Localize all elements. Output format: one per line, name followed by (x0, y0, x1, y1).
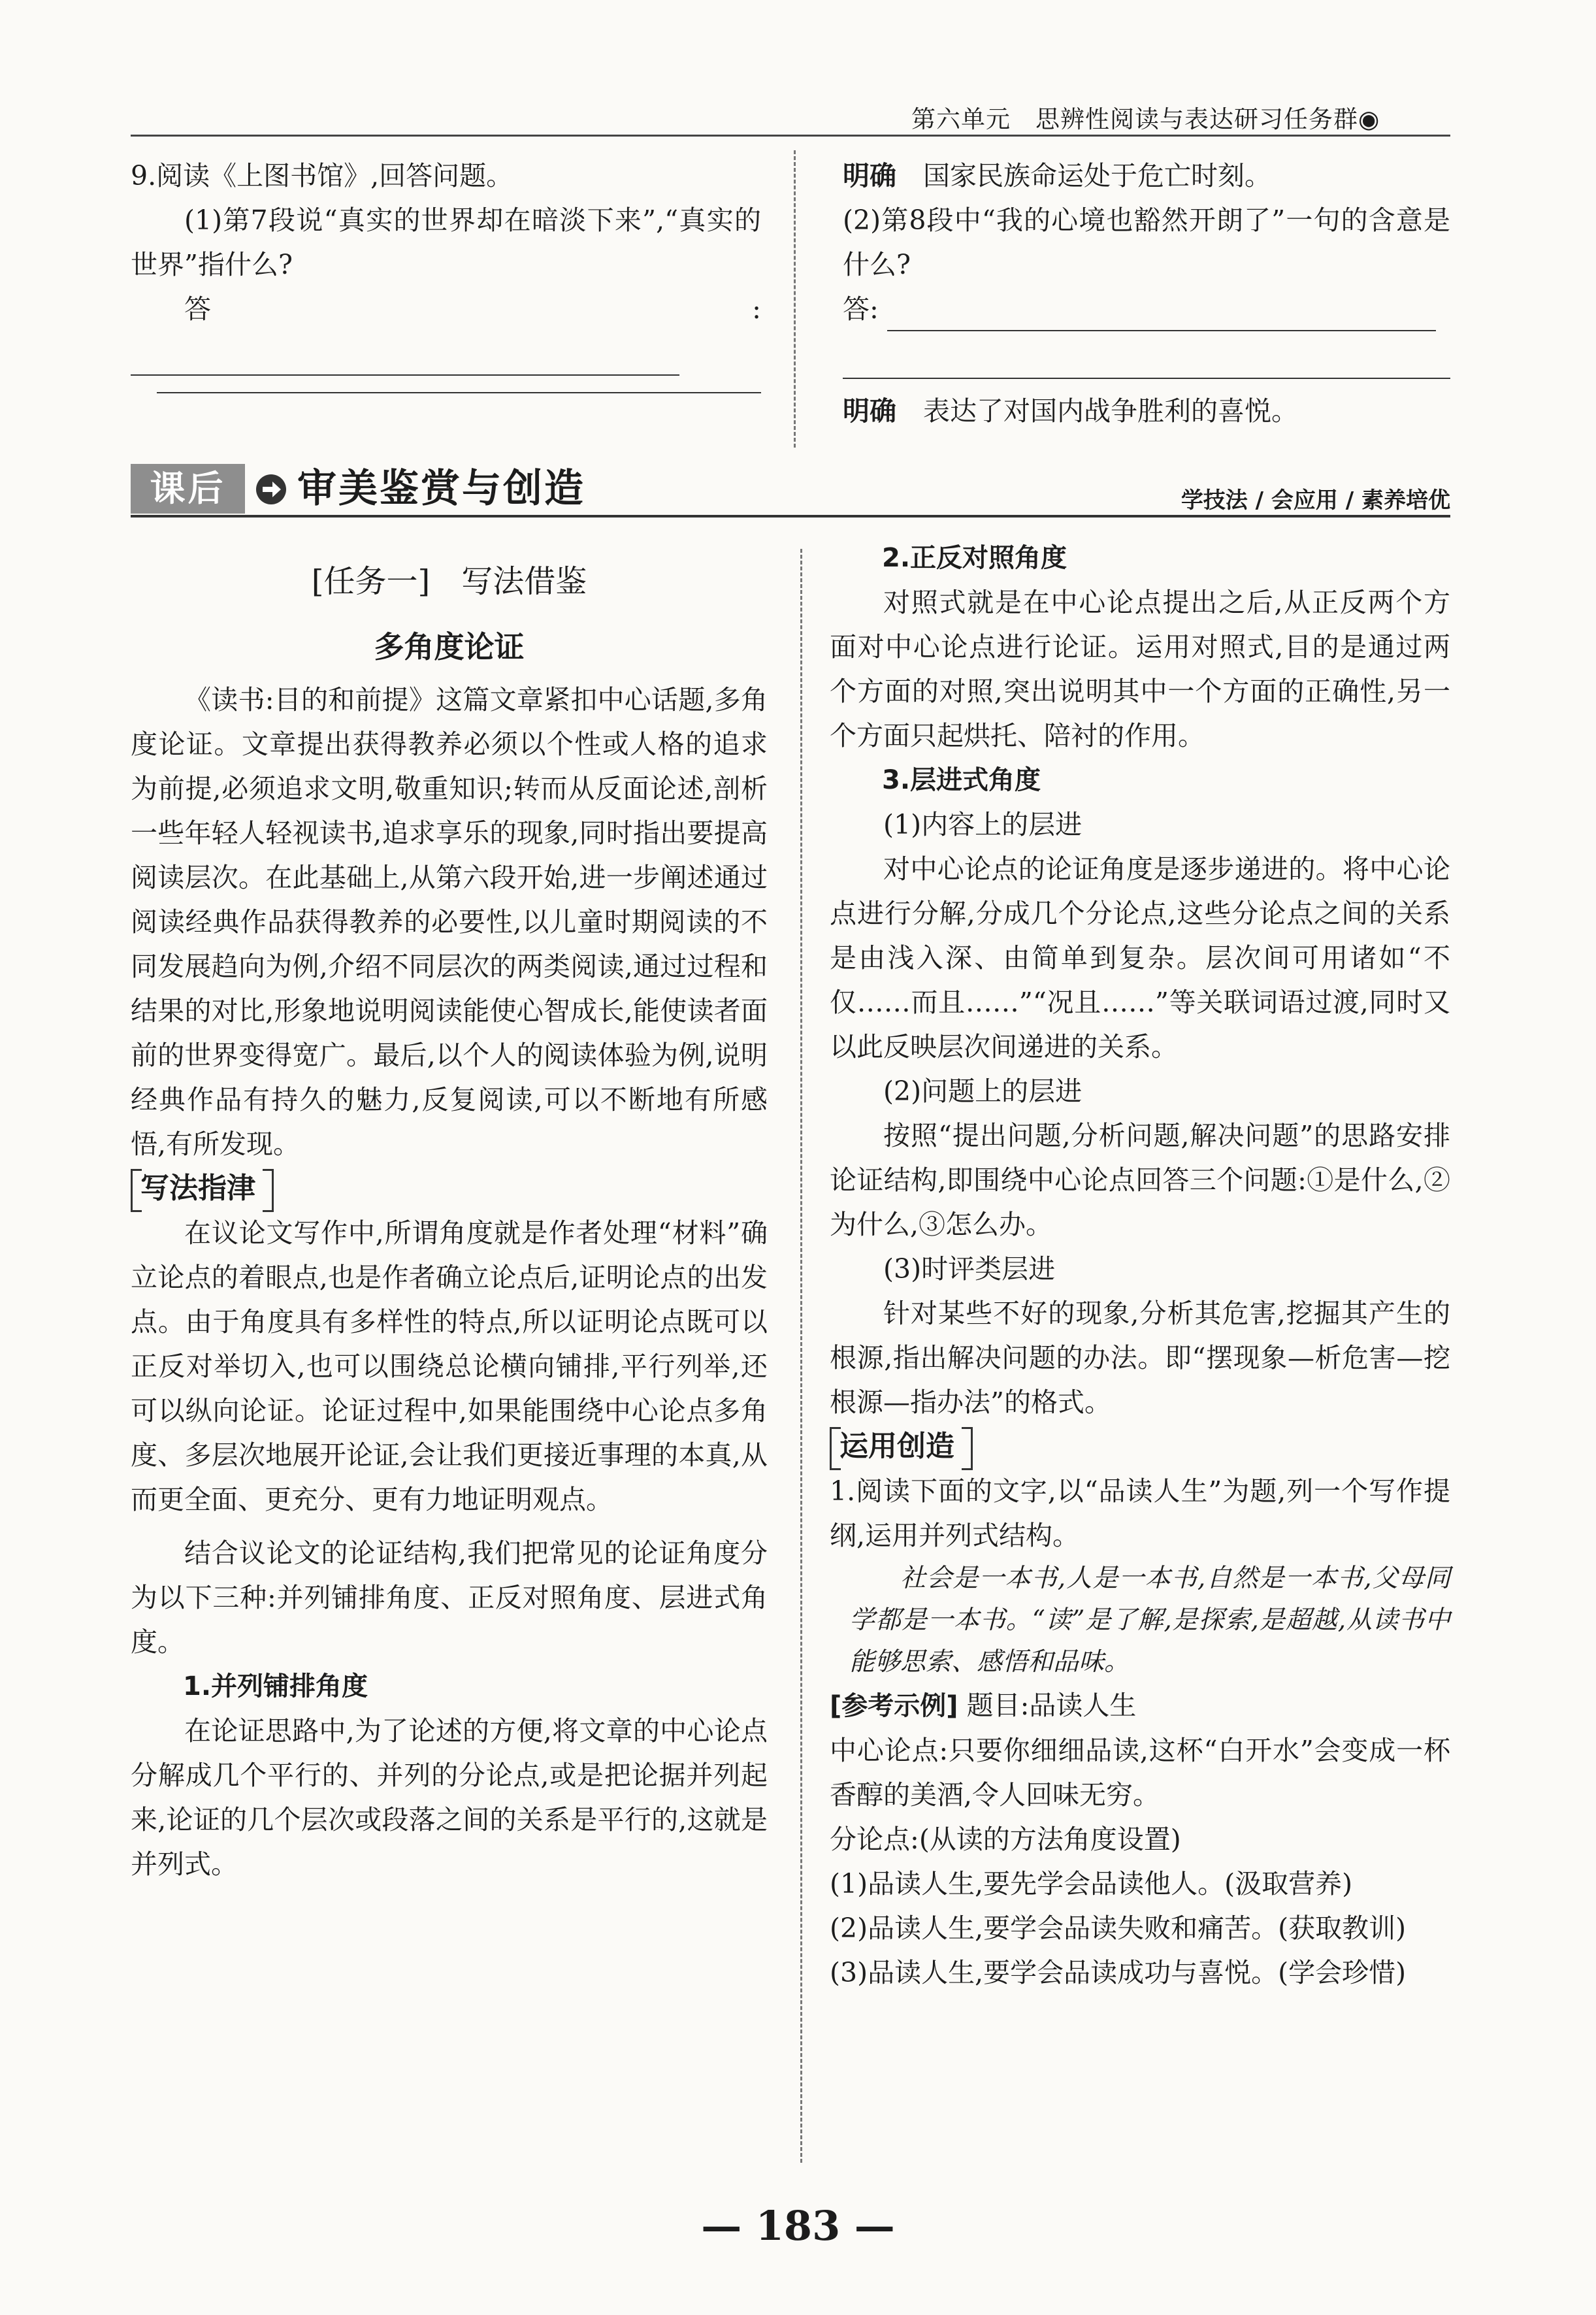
intro-paragraph: 《读书:目的和前提》这篇文章紧扣中心话题,多角度论证。文章提出获得教养必须以个性或人格的追求为前提,必须追求文明,敬重知识;转而从反面论述,剖析一些年轻人轻视读书,追求享乐的现象,同时指出要提高阅读层次。在此基础上,从第六段开始,进一步阐述通过阅读经典作品获得教养的必要性,以儿童时期阅读的不同发展趋向为例,介绍不同层次的两类阅读,通过过程和结果的对比,形象地说明阅读能使心智成长,能使读者面前的世界变得宽广。最后,以个人的阅读体验为例,说明经典作品有持久的魅力,反复阅读,可以不断地有所感悟,有所发现。 (131, 684, 768, 1160)
answer-label-2: 答: (843, 293, 879, 325)
guide-paragraph-2: 结合议论文的论证结构,我们把常见的论证角度分为以下三种:并列铺排角度、正反对照角度、层进式角度。 (131, 1537, 768, 1658)
answer2-block (843, 389, 1450, 433)
answer-line-2[interactable] (157, 392, 761, 393)
ref-point-3: (3)品读人生,要学会品读成功与喜悦。(学会珍惜) (830, 1957, 1407, 1988)
guide-paragraph-1: 在议论文写作中,所谓角度就是作者处理“材料”确立论点的着眼点,也是作者确立论点后,证明论点的出发点。由于角度具有多样性的特点,所以证明论点既可以正反对举切入,也可以围绕总论横向铺排,平行列举,还可以纵向论证。论证过程中,如果能围绕中心论点多角度、多层次地展开论证,会让我们更接近事理的本真,从而更全面、更充分、更有力地证明观点。 (131, 1217, 768, 1515)
section3-heading: 3.层进式角度 (882, 765, 1041, 795)
arrow-right-icon (255, 473, 287, 506)
q2-text: (2)第8段中“我的心境也豁然开朗了”一句的含意是什么? (843, 205, 1450, 280)
ref-center: 中心论点:只要你细细品读,这杯“白开水”会变成一杯香醇的美酒,令人回味无穷。 (830, 1735, 1450, 1811)
banner-rule (131, 515, 1450, 517)
answer2-row (843, 287, 1450, 331)
answer-line-3[interactable] (887, 304, 1436, 331)
answer1-row (843, 154, 1450, 198)
apply-heading: 运用创造 (830, 1427, 962, 1466)
running-header: 第六单元 思辨性阅读与表达研习任务群◉ (911, 105, 1380, 133)
guide-heading: 写法指津 (131, 1169, 263, 1208)
answer-line[interactable] (131, 348, 679, 376)
right-column (830, 536, 1450, 1995)
section2-heading: 2.正反对照角度 (882, 543, 1067, 573)
section3-2-heading: (2)问题上的层进 (883, 1075, 1083, 1107)
sub-title: 多角度论证 (374, 629, 525, 665)
section1-heading: 1.并列铺排角度 (183, 1671, 368, 1701)
answer-line-4[interactable] (843, 378, 1450, 379)
banner-subtitle: 学技法 / 会应用 / 素养培优 (1181, 487, 1450, 514)
top-right-section (843, 154, 1450, 331)
ref-point-1: (1)品读人生,要先学会品读他人。(汲取营养) (830, 1868, 1353, 1899)
banner-title: 审美鉴赏与创造 (297, 466, 585, 512)
apply-question: 1.阅读下面的文字,以“品读人生”为题,列一个写作提纲,运用并列式结构。 (830, 1475, 1450, 1551)
answer2-text: 表达了对国内战争胜利的喜悦。 (923, 395, 1298, 427)
left-column (131, 552, 768, 1886)
answer1-text: 国家民族命运处于危亡时刻。 (923, 160, 1271, 191)
section3-3-text: 针对某些不好的现象,分析其危害,挖掘其产生的根源,指出解决问题的办法。即“摆现象—析危害—挖根源—指办法”的格式。 (830, 1298, 1450, 1418)
q9-sub1: (1)第7段说“真实的世界却在暗淡下来”,“真实的世界”指什么? (131, 205, 761, 280)
answer2-tag: 明确 (843, 395, 896, 427)
ref-title: 题目:品读人生 (966, 1690, 1137, 1721)
answer1-tag: 明确 (843, 160, 896, 191)
ref-point-2: (2)品读人生,要学会品读失败和痛苦。(获取教训) (830, 1913, 1407, 1944)
column-divider-main (800, 549, 802, 2163)
section3-1-heading: (1)内容上的层进 (883, 809, 1083, 840)
answer-row (131, 287, 761, 376)
section1-text: 在论证思路中,为了论述的方便,将文章的中心论点分解成几个平行的、并列的分论点,或是把论据并列起来,论证的几个层次或段落之间的关系是平行的,这就是并列式。 (131, 1715, 768, 1880)
banner-tag: 课后 (131, 464, 245, 514)
top-left-section (131, 154, 761, 376)
task-title: [任务一] 写法借鉴 (311, 563, 587, 600)
section3-2-text: 按照“提出问题,分析问题,解决问题”的思路安排论证结构,即围绕中心论点回答三个问题:①是什么,②为什么,③怎么办。 (830, 1120, 1450, 1240)
section-banner (131, 464, 1450, 516)
section3-1-text: 对中心论点的论证角度是逐步递进的。将中心论点进行分解,分成几个分论点,这些分论点之间的关系是由浅入深、由简单到复杂。层次间可用诸如“不仅……而且……”“况且……”等关联词语过渡,同时又以此反映层次间递进的关系。 (830, 853, 1450, 1062)
page-number: — 183 — (701, 2202, 895, 2250)
section3-3-heading: (3)时评类层进 (883, 1253, 1056, 1285)
q9-title: 9.阅读《上图书馆》,回答问题。 (131, 160, 513, 191)
ref-row (830, 1683, 1450, 1728)
header-rule (131, 135, 1450, 137)
column-divider-top (794, 150, 796, 448)
answer-label: 答: (184, 293, 761, 325)
ref-heading: [参考示例] (830, 1691, 958, 1721)
quote-block: 社会是一本书,人是一本书,自然是一本书,父母同学都是一本书。“读”是了解,是探索,是超越,从读书中能够思索、感悟和品味。 (849, 1564, 1450, 1677)
section2-text: 对照式就是在中心论点提出之后,从正反两个方面对中心论点进行论证。运用对照式,目的是通过两个方面的对照,突出说明其中一个方面的正确性,另一个方面只起烘托、陪衬的作用。 (830, 587, 1450, 751)
ref-sub: 分论点:(从读的方法角度设置) (830, 1824, 1181, 1855)
